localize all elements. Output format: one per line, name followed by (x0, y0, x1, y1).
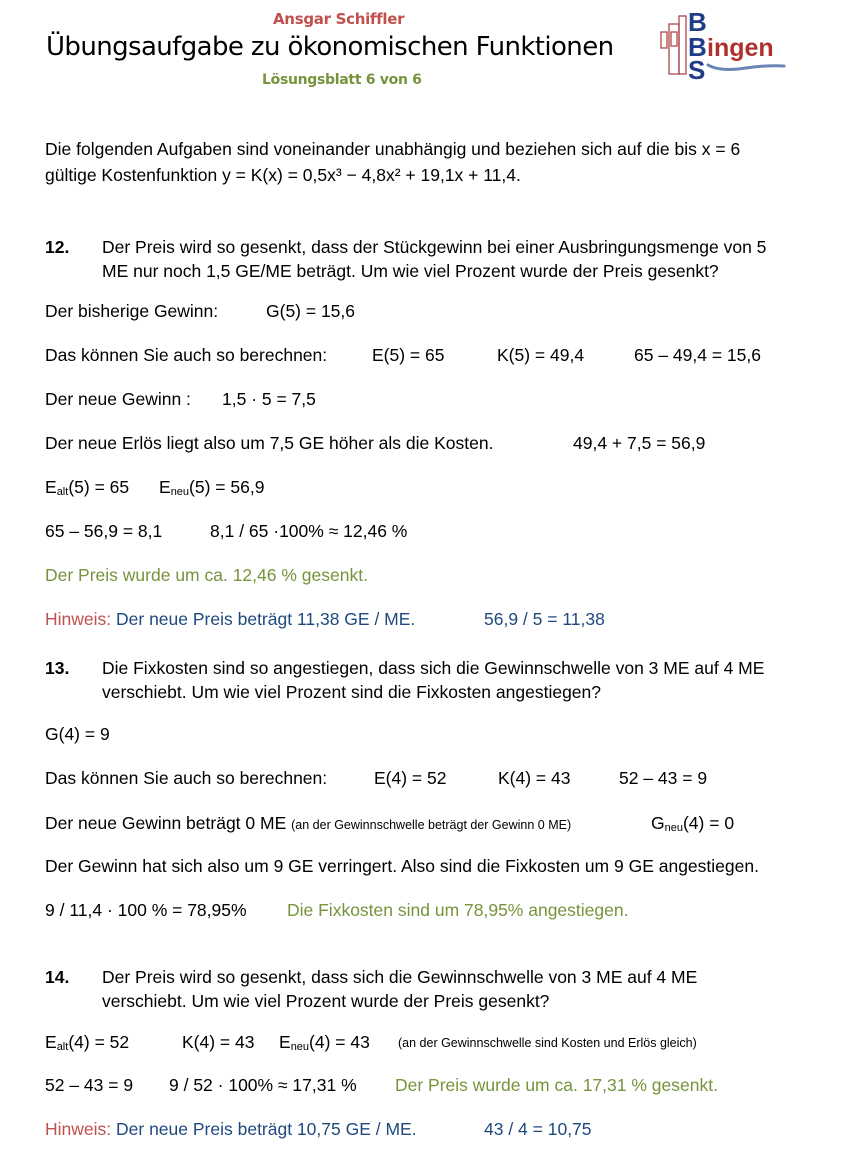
task-12-e-alt (45, 477, 129, 498)
task-13-new-profit (45, 813, 571, 834)
task-13-line-1: Die Fixkosten sind so angestiegen, dass sich die Gewinnschwelle von 3 ME auf 4 ME (102, 658, 765, 678)
task-12-number: 12. (45, 237, 70, 257)
e-neu-value: (5) = 56,9 (189, 477, 265, 497)
task-12-hint-calc: 56,9 / 5 = 11,38 (484, 609, 605, 629)
g-neu-subscript: neu (664, 822, 683, 834)
task-14-note: (an der Gewinnschwelle sind Kosten und Erlös gleich) (398, 1036, 697, 1050)
e-neu-subscript: neu (170, 486, 190, 498)
task-12-question (45, 235, 845, 283)
bbs-bingen-logo-icon (658, 6, 788, 80)
task-12-old-profit-value: G(5) = 15,6 (266, 301, 356, 321)
e-alt-subscript: alt (56, 1041, 69, 1053)
task-12-calc-label: Das können Sie auch so berechnen: (45, 345, 328, 365)
school-logo (658, 6, 788, 80)
task-12-calc-e: E(5) = 65 (372, 345, 445, 365)
task-13-g-neu (651, 813, 734, 834)
svg-text:B: B (688, 32, 707, 62)
intro-line-2: gültige Kostenfunktion y = K(x) = 0,5x³ − 4,8x² + 19,1x + 11,4. (45, 165, 521, 185)
task-13-calc-k: K(4) = 43 (498, 768, 571, 788)
task-12-line-2: ME nur noch 1,5 GE/ME beträgt. Um wie viel Prozent wurde der Preis gesenkt? (102, 261, 719, 281)
e-alt-value: (5) = 65 (68, 477, 130, 497)
task-14-question (45, 965, 845, 1013)
task-12-new-revenue-text: Der neue Erlös liegt also um 7,5 GE höher als die Kosten. (45, 433, 494, 453)
g-neu-symbol: G (651, 813, 665, 833)
task-12-calc-k: K(5) = 49,4 (497, 345, 585, 365)
svg-text:ingen: ingen (707, 34, 774, 62)
task-13-g4: G(4) = 9 (45, 724, 110, 744)
author-name: Ansgar Schiffler (273, 10, 405, 28)
task-12-new-profit-label: Der neue Gewinn : (45, 389, 191, 409)
g-neu-value: (4) = 0 (682, 813, 735, 833)
page-title: Übungsaufgabe zu ökonomischen Funktionen (46, 32, 614, 62)
task-13-question (45, 656, 845, 704)
hint-label: Hinweis: (45, 609, 112, 629)
task-13-result: Die Fixkosten sind um 78,95% angestiegen. (287, 900, 629, 920)
task-12-old-profit-label: Der bisherige Gewinn: (45, 301, 219, 321)
task-13-decrease-text: Der Gewinn hat sich also um 9 GE verringert. Also sind die Fixkosten um 9 GE angestiegen. (45, 856, 759, 876)
task-13-calc-label: Das können Sie auch so berechnen: (45, 768, 328, 788)
task-14-e-neu (279, 1032, 370, 1053)
task-12-e-neu (159, 477, 264, 498)
task-12-new-revenue-calc: 49,4 + 7,5 = 56,9 (573, 433, 706, 453)
task-12-new-profit-value: 1,5 · 5 = 7,5 (222, 389, 316, 409)
page-subtitle: Lösungsblatt 6 von 6 (262, 72, 422, 88)
task-14-hint (45, 1119, 417, 1140)
task-14-line-1: Der Preis wird so gesenkt, dass sich die Gewinnschwelle von 3 ME auf 4 ME (102, 967, 698, 987)
task-12-diff-calc: 65 – 56,9 = 8,1 (45, 521, 163, 541)
task-12-line-1: Der Preis wird so gesenkt, dass der Stückgewinn bei einer Ausbringungsmenge von 5 (102, 237, 767, 257)
e-neu-subscript: neu (290, 1041, 310, 1053)
task-12-percent-calc: 8,1 / 65 ·100% ≈ 12,46 % (210, 521, 408, 541)
hint-text: Der neue Preis beträgt 11,38 GE / ME. (116, 609, 416, 629)
task-13-line-2: verschiebt. Um wie viel Prozent sind die Fixkosten angestiegen? (102, 682, 601, 702)
hint-text: Der neue Preis beträgt 10,75 GE / ME. (116, 1119, 417, 1139)
e-alt-symbol: E (45, 477, 57, 497)
e-neu-symbol: E (159, 477, 171, 497)
hint-label: Hinweis: (45, 1119, 112, 1139)
e-alt-subscript: alt (56, 486, 69, 498)
task-14-k4: K(4) = 43 (182, 1032, 255, 1052)
task-14-percent-calc: 9 / 52 · 100% ≈ 17,31 % (169, 1075, 357, 1095)
e-alt-symbol: E (45, 1032, 57, 1052)
task-13-percent-calc: 9 / 11,4 · 100 % = 78,95% (45, 900, 247, 920)
task-13-calc-diff: 52 – 43 = 9 (619, 768, 708, 788)
task-12-calc-diff: 65 – 49,4 = 15,6 (634, 345, 761, 365)
task-13-number: 13. (45, 658, 70, 678)
task-13-calc-e: E(4) = 52 (374, 768, 447, 788)
new-profit-note: (an der Gewinnschwelle beträgt der Gewinn 0 ME) (291, 818, 572, 832)
task-14-number: 14. (45, 967, 70, 987)
task-12-hint (45, 609, 415, 630)
task-14-diff-calc: 52 – 43 = 9 (45, 1075, 134, 1095)
task-14-result: Der Preis wurde um ca. 17,31 % gesenkt. (395, 1075, 718, 1095)
intro-line-1: Die folgenden Aufgaben sind voneinander unabhängig und beziehen sich auf die bis x = 6 (45, 139, 741, 159)
task-14-line-2: verschiebt. Um wie viel Prozent wurde der Preis gesenkt? (102, 991, 550, 1011)
svg-text:B: B (688, 7, 707, 37)
task-12-result: Der Preis wurde um ca. 12,46 % gesenkt. (45, 565, 368, 585)
task-14-e-alt (45, 1032, 129, 1053)
svg-text:S: S (688, 55, 706, 80)
task-14-hint-calc: 43 / 4 = 10,75 (484, 1119, 592, 1139)
new-profit-text: Der neue Gewinn beträgt 0 ME (45, 813, 287, 833)
e-neu-symbol: E (279, 1032, 291, 1052)
e-alt-value: (4) = 52 (68, 1032, 130, 1052)
e-neu-value: (4) = 43 (309, 1032, 370, 1052)
